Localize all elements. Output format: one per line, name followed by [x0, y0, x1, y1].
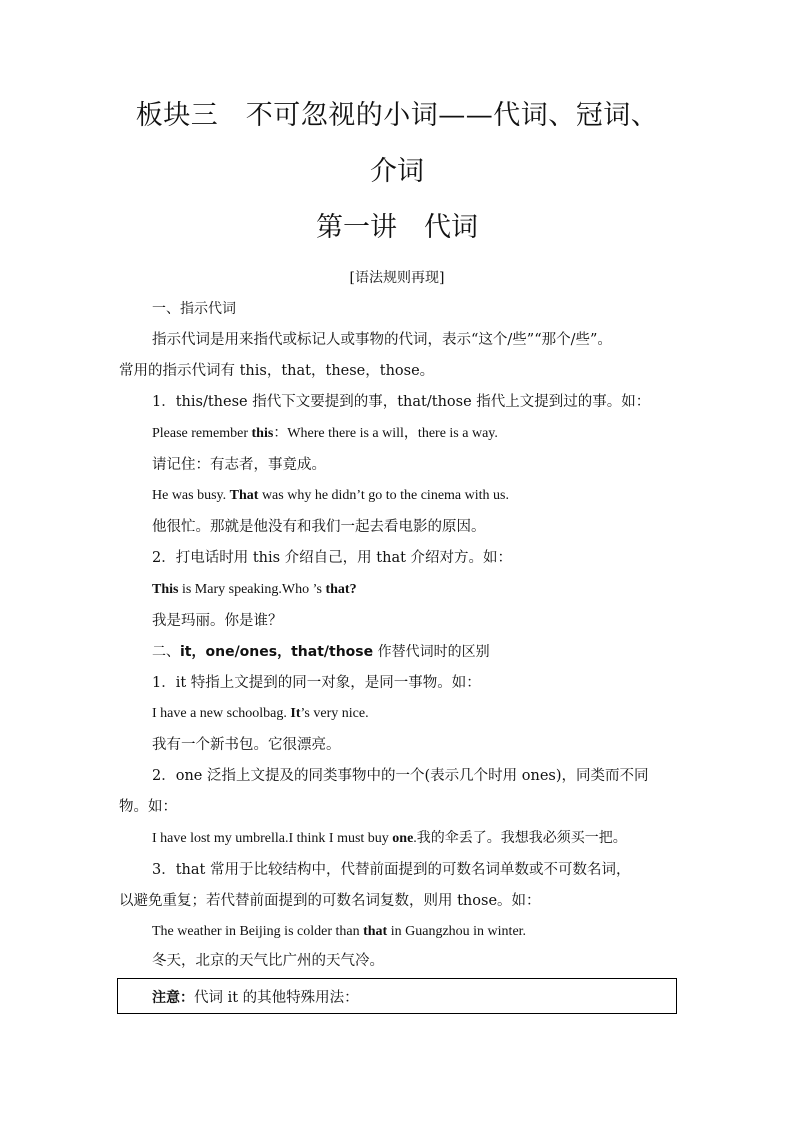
example5-cn: 冬天，北京的天气比广州的天气冷。	[152, 953, 384, 969]
section2-point3-line1: 3．that 常用于比较结构中，代替前面提到的可数名词单数或不可数名词，	[152, 862, 631, 878]
lecture-title: 第一讲 代词	[316, 212, 478, 243]
note-text: 注意：代词 it 的其他特殊用法：	[152, 990, 359, 1006]
section2-point2-line1: 2．one 泛指上文提及的同类事物中的一个(表示几个时用 ones)，同类而不同	[152, 768, 649, 784]
main-title-line2: 介词	[370, 156, 424, 187]
section1-intro-line1: 指示代词是用来指代或标记人或事物的代词，表示“这个/些”“那个/些”。	[152, 332, 612, 348]
example1a-cn: 请记住：有志者，事竟成。	[152, 457, 326, 473]
example2-cn: 我是玛丽。你是谁？	[152, 613, 283, 629]
example1a-en: Please remember this：Where there is a will，there is a way.	[152, 426, 498, 441]
example1b-en: He was busy. That was why he didn’t go to the cinema with us.	[152, 488, 509, 503]
main-title-line1: 板块三 不可忽视的小词——代词、冠词、	[135, 100, 659, 131]
section1-point1: 1．this/these 指代下文要提到的事，that/those 指代上文提到过的事。如：	[152, 394, 651, 410]
note-box	[117, 978, 677, 1014]
section2-point3-line2: 以避免重复；若代替前面提到的可数名词复数，则用 those。如：	[119, 893, 541, 909]
example1b-cn: 他很忙。那就是他没有和我们一起去看电影的原因。	[152, 519, 486, 535]
example5-en: The weather in Beijing is colder than that in Guangzhou in winter.	[152, 924, 527, 939]
example4: I have lost my umbrella.I think I must buy one.我的伞丢了。我想我必须买一把。	[152, 831, 627, 846]
section2-heading: 二、it，one/ones，that/those 作替代词时的区别	[152, 644, 490, 660]
section1-point2: 2．打电话时用 this 介绍自己，用 that 介绍对方。如：	[152, 550, 513, 566]
example2-en: This is Mary speaking.Who ’s that?	[152, 582, 357, 597]
section1-intro-line2: 常用的指示代词有 this，that，these，those。	[119, 363, 435, 379]
example3-en: I have a new schoolbag. It’s very nice.	[152, 706, 369, 721]
section2-point2-line2: 物。如：	[119, 799, 177, 815]
section1-heading: 一、指示代词	[152, 301, 236, 317]
section2-point1: 1．it 特指上文提到的同一对象，是同一事物。如：	[152, 675, 481, 691]
example3-cn: 我有一个新书包。它很漂亮。	[152, 737, 341, 753]
section-label: [语法规则再现]	[349, 270, 445, 286]
